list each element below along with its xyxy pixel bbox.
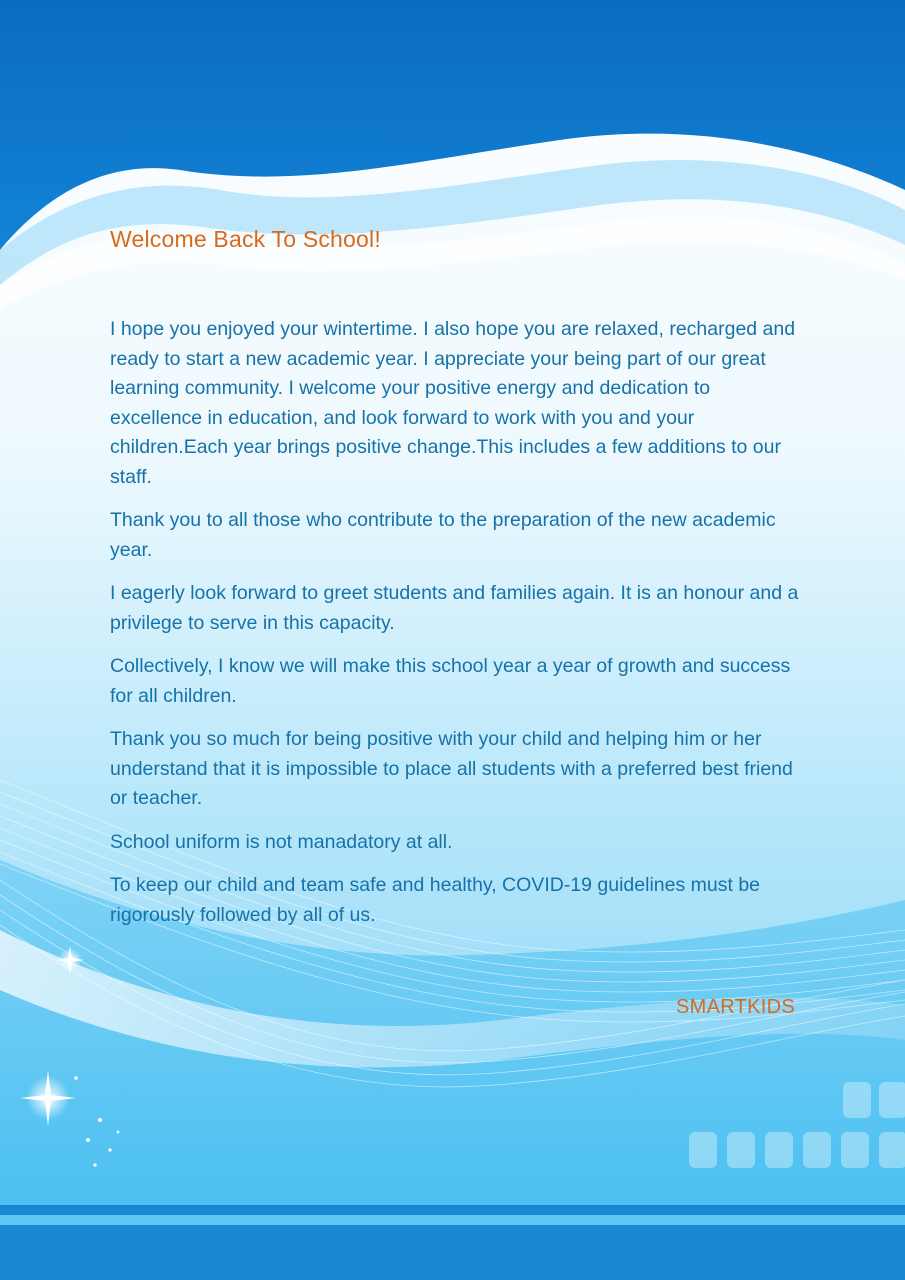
paragraph-thanks-contributors: Thank you to all those who contribute to the preparation of the new academic year. xyxy=(110,509,776,561)
signature: SMARTKIDS xyxy=(675,996,795,1018)
paragraph-covid: To keep our child and team safe and healthy, COVID-19 guidelines must be rigorously followed by all of us. xyxy=(110,874,761,926)
letter-body xyxy=(110,226,800,944)
paragraph-intro: I hope you enjoyed your wintertime. I also hope you are relaxed, recharged and ready to start a new academic year. I appreciate your being part of our great learning community. I welcome your positive energy and dedication to excellence in education, and look forward to work with you and your children.Each year brings positive change.This includes a few additions to our staff. xyxy=(110,318,796,488)
paragraph-uniform: School uniform is not manadatory at all. xyxy=(110,830,453,853)
letter-title: Welcome Back To School! xyxy=(110,226,381,252)
paragraph-thanks-parents: Thank you so much for being positive with your child and helping him or her understand that it is impossible to place all students with a preferred best friend or teacher. xyxy=(110,728,793,809)
paragraph-greet-families: I eagerly look forward to greet students and families again. It is an honour and a privilege to serve in this capacity. xyxy=(110,582,799,634)
paragraph-growth: Collectively, I know we will make this school year a year of growth and success for all children. xyxy=(110,655,791,707)
